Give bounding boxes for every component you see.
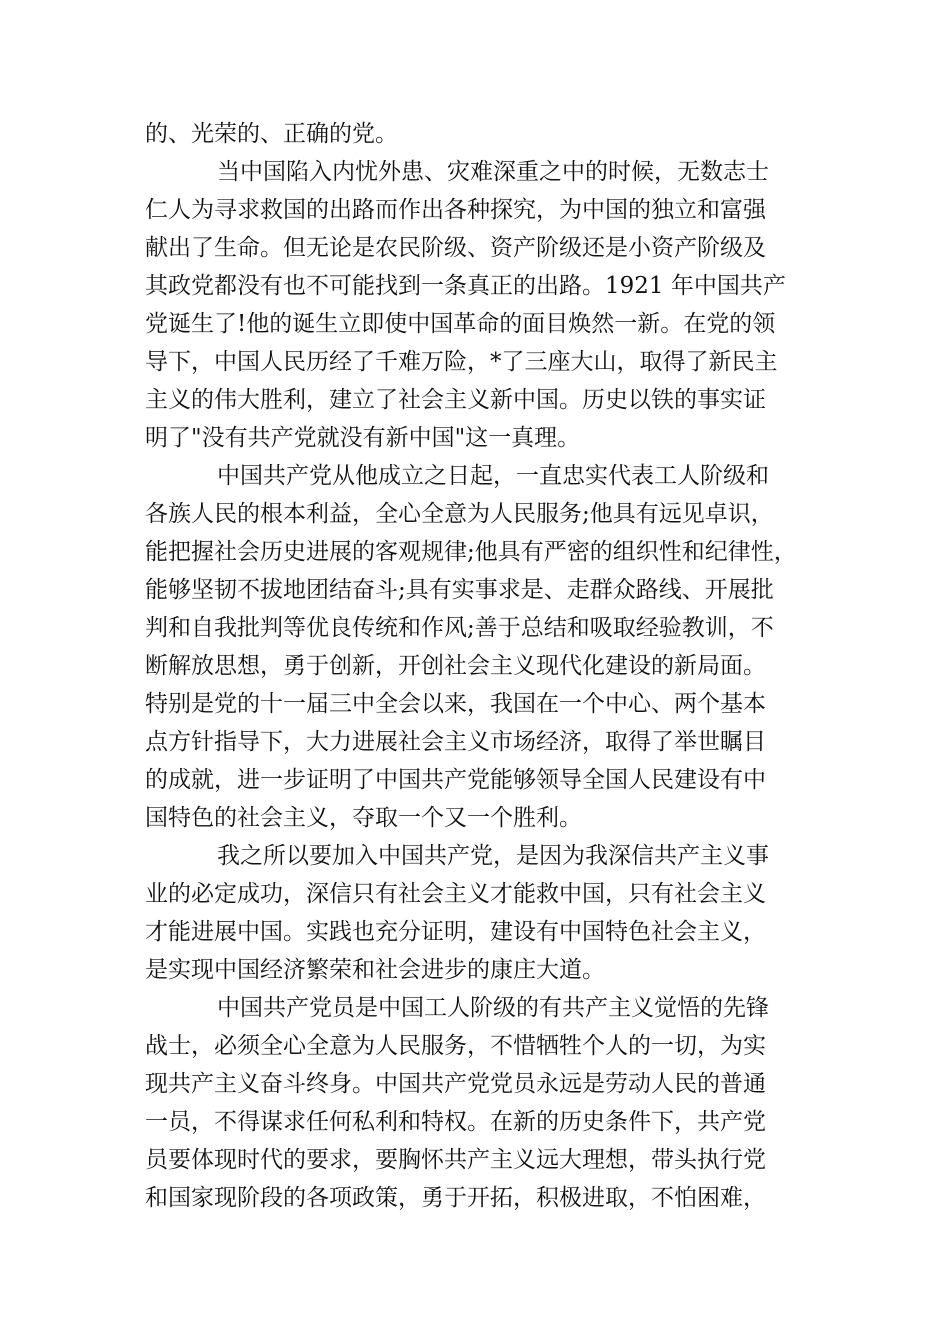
body-text <box>145 115 815 1217</box>
text-line: 各族人民的根本利益，全心全意为人民服务;他具有远见卓识， <box>145 501 774 527</box>
text-line: 主义的伟大胜利，建立了社会主义新中国。历史以铁的事实证 <box>145 387 766 413</box>
paragraph-first-line: 中国共产党从他成立之日起，一直忠实代表工人阶级和 <box>217 463 769 489</box>
text-line: 一员，不得谋求任何私利和特权。在新的历史条件下，共产党 <box>145 1109 766 1135</box>
text-line: 判和自我批判等优良传统和作风;善于总结和吸取经验教训，不 <box>145 615 774 641</box>
text-line: 战士，必须全心全意为人民服务，不惜牺牲个人的一切，为实 <box>145 1033 766 1059</box>
text-line: 现共产主义奋斗终身。中国共产党党员永远是劳动人民的普通 <box>145 1071 766 1097</box>
text-line: 明了"没有共产党就没有新中国"这一真理。 <box>145 425 581 451</box>
text-line: 员要体现时代的要求，要胸怀共产主义远大理想，带头执行党 <box>145 1147 766 1173</box>
text-line: 点方针指导下，大力进展社会主义市场经济，取得了举世瞩目 <box>145 729 766 755</box>
text-line: 其政党都没有也不可能找到一条真正的出路。1921 年中国共产 <box>145 273 786 299</box>
text-line: 断解放思想，勇于创新，开创社会主义现代化建设的新局面。 <box>145 653 766 679</box>
text-line: 国特色的社会主义，夺取一个又一个胜利。 <box>145 805 582 831</box>
text-line: 是实现中国经济繁荣和社会进步的康庄大道。 <box>145 957 605 983</box>
text-line: 能够坚韧不拔地团结奋斗;具有实事求是、走群众路线、开展批 <box>145 577 774 603</box>
paragraph-first-line: 我之所以要加入中国共产党，是因为我深信共产主义事 <box>217 843 769 869</box>
text-line: 特别是党的十一届三中全会以来，我国在一个中心、两个基本 <box>145 691 766 717</box>
text-line: 献出了生命。但无论是农民阶级、资产阶级还是小资产阶级及 <box>145 235 766 261</box>
text-line: 党诞生了!他的诞生立即使中国革命的面目焕然一新。在党的领 <box>145 311 776 337</box>
text-line: 业的必定成功，深信只有社会主义才能救中国，只有社会主义 <box>145 881 766 907</box>
paragraph-first-line: 中国共产党员是中国工人阶级的有共产主义觉悟的先锋 <box>217 995 769 1021</box>
text-line: 能把握社会历史进展的客观规律;他具有严密的组织性和纪律性， <box>145 539 797 565</box>
text-line: 导下，中国人民历经了千难万险，*了三座大山，取得了新民主 <box>145 349 778 375</box>
text-line: 仁人为寻求救国的出路而作出各种探究，为中国的独立和富强 <box>145 197 766 223</box>
text-line: 才能进展中国。实践也充分证明，建设有中国特色社会主义， <box>145 919 766 945</box>
text-line: 的成就，进一步证明了中国共产党能够领导全国人民建设有中 <box>145 767 766 793</box>
paragraph-first-line: 当中国陷入内忧外患、灾难深重之中的时候，无数志士 <box>217 159 769 185</box>
text-line: 和国家现阶段的各项政策，勇于开拓，积极进取，不怕困难， <box>145 1185 766 1211</box>
text-line: 的、光荣的、正确的党。 <box>145 121 398 147</box>
